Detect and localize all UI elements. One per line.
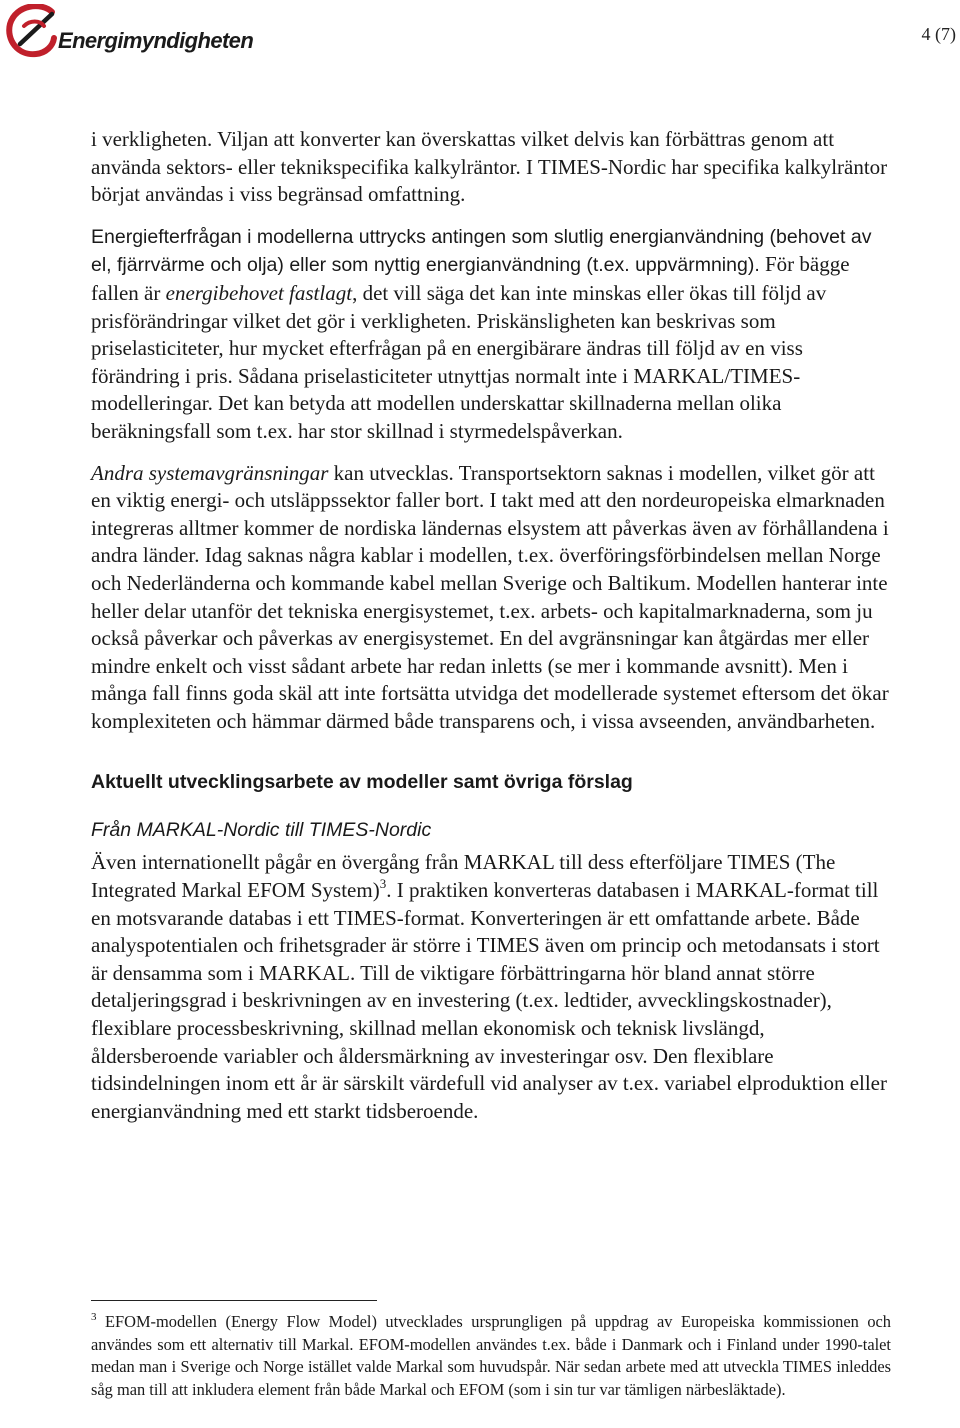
paragraph-3-emphasis: Andra systemavgränsningar bbox=[91, 460, 329, 485]
paragraph-2-emphasis: energibehovet fastlagt bbox=[165, 280, 353, 305]
page-number: 4 (7) bbox=[921, 24, 956, 44]
paragraph-1: i verkligheten. Viljan att konverter kan överskattas vilket delvis kan förbättras genom att använda sektors- eller teknikspecifika kalkylräntor. I TIMES-Nordic har specifika kalkylräntor börjat användas i viss begränsad omfattning. bbox=[91, 127, 888, 207]
footnote-divider bbox=[91, 1300, 377, 1301]
energimyndigheten-logo bbox=[6, 2, 256, 62]
paragraph-4-part-a: Även internationellt pågår en övergång från MARKAL till dess efterföljare TIMES (The Integrated Markal EFOM System) bbox=[91, 850, 836, 903]
page-header bbox=[0, 0, 960, 70]
paragraph-3-text: kan utvecklas. Transportsektorn saknas i modellen, vilket gör att en viktig energi- och utsläppssektor faller bort. I takt med att den nordeuropeiska elmarknaden integreras alltmer kommer de nordiska ländernas elsystem att påverkas även av förhållandena i andra länder. Idag saknas några kablar i modellen, t.ex. överföringsförbindelsen mellan Norge och Nederländerna och kommande kabel mellan Sverige och Baltikum. Modellen hanterar inte heller delar utanför det tekniska energisystemet, t.ex. arbets- och kapitalmarknaderna, som ju också påverkar och påverkas av energisystemet. En del avgränsningar kan åtgärdas mer eller mindre enkelt och visst sådant arbete har redan inletts (se mer i kommande avsnitt). Men i många fall finns goda skäl att inte fortsätta utvidga det modellerade systemet eftersom det ökar komplexiteten och hämmar därmed både transparens och, i vissa avseenden, användbarheten. bbox=[91, 460, 889, 733]
logo-swirl-icon bbox=[6, 4, 58, 60]
document-body bbox=[91, 126, 891, 1125]
section-subheading: Från MARKAL-Nordic till TIMES-Nordic bbox=[91, 819, 432, 842]
paragraph-2 bbox=[91, 223, 891, 446]
paragraph-2-sans-part: Energiefterfrågan i modellerna uttrycks antingen som slutlig energianvändning (behovet av el, fjärrvärme och olja) eller som nyttig energianvändning (t.ex. uppvärmning). bbox=[91, 225, 872, 277]
footnote-number: 3 bbox=[91, 1311, 97, 1323]
paragraph-2-part-c: , det vill säga det kan inte minskas eller ökas till följd av prisförändringar vilket det gör i verkligheten. Priskänsligheten kan beskrivas som priselasticiteter, hur mycket efterfrågan på en energibärare ändras till följd av en viss förändring i pris. Sådana priselasticiteter utnyttjas normalt inte i MARKAL/TIMES-modelleringar. Det kan betyda att modellen underskattar skillnaderna mellan olika beräkningsfall som t.ex. har stor skillnad i styrmedelspåverkan. bbox=[91, 280, 827, 443]
footnote-body: EFOM-modellen (Energy Flow Model) utvecklades ursprungligen på uppdrag av Europeiska kommissionen och användes som ett alternativ till Markal. EFOM-modellen användes t.ex. både i Danmark och i Finland under 1990-talet medan man i Sverige och Norge istället valde Markal som huvudspår. När sedan arbete med att utveckla TIMES inleddes såg man till att inkludera element från både Markal och EFOM (som i sin tur var tämligen närbesläktade). bbox=[91, 1312, 891, 1399]
footnote-text bbox=[91, 1311, 891, 1401]
footnote-reference[interactable]: 3 bbox=[379, 876, 387, 892]
logo-text: Energimyndigheten bbox=[58, 28, 254, 53]
paragraph-2-part-b: För bägge fallen är bbox=[91, 252, 850, 305]
paragraph-3 bbox=[91, 460, 891, 736]
paragraph-4-part-b: . I praktiken konverteras databasen i MARKAL-format till en motsvarande databas i ett TIMES-format. Konverteringen är ett omfattande arbete. Både analyspotentialen och frihetsgrader är större i TIMES även om princip och metodansats i stort är densamma som i MARKAL. Till de viktigare förbättringarna hör bland annat större detaljeringsgrad i beskrivningen av en investering (t.ex. ledtider, avvecklingskostnader), flexiblare processbeskrivning, skillnad mellan ekonomisk och teknisk livslängd, åldersberoende variabler och åldersmärkning av investeringar osv. Den flexiblare tidsindelningen inom ett år är särskilt värdefull vid analyser av t.ex. variabel elproduktion eller energianvändning med ett starkt tidsberoende. bbox=[91, 878, 888, 1123]
paragraph-4 bbox=[91, 849, 891, 1125]
section-heading: Aktuellt utvecklingsarbete av modeller samt övriga förslag bbox=[91, 771, 633, 794]
footnote bbox=[91, 1311, 891, 1401]
